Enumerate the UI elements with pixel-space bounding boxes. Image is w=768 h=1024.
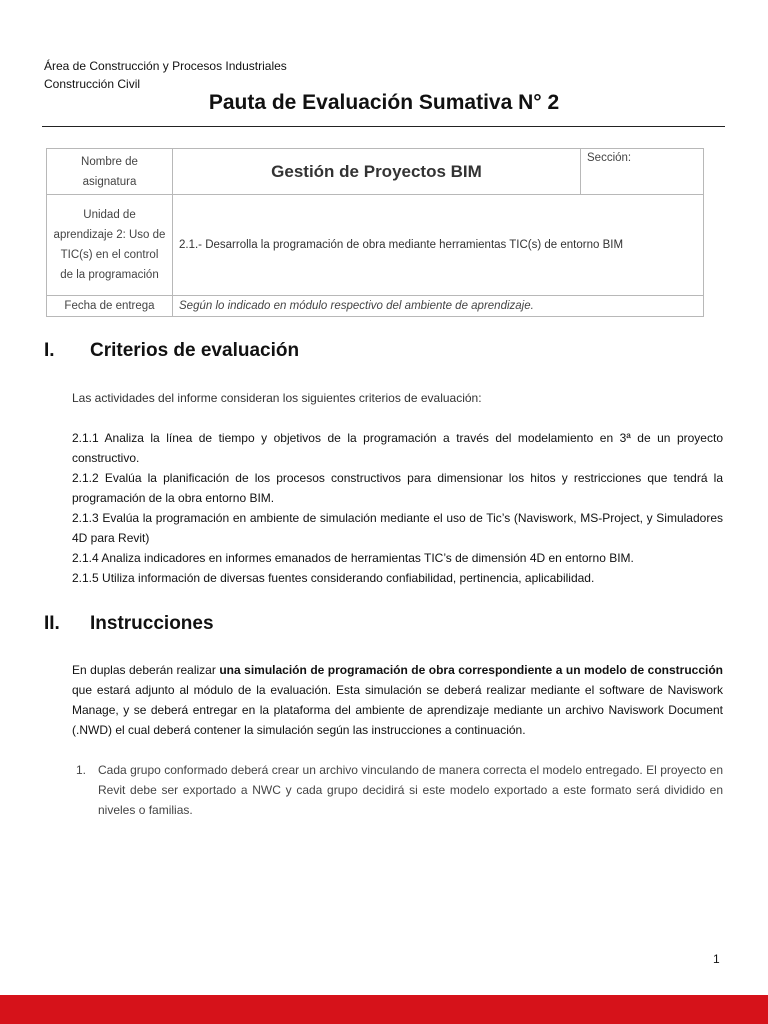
list-item-text: Cada grupo conformado deberá crear un archivo vinculando de manera correcta el modelo entregado. El proyecto en Revit debe ser exportado a NWC y cada grupo decidirá si este modelo exportado a este formato será dividido en niveles o familias. [98, 763, 723, 817]
program-name: Construcción Civil [44, 77, 141, 91]
unit-label: Unidad de aprendizaje 2: Uso de TIC(s) en el control de la programación [47, 195, 173, 296]
section-label: Sección: [581, 149, 704, 195]
title-divider [42, 126, 725, 127]
section-heading-instructions [44, 613, 214, 635]
criterion-item: 2.1.4 Analiza indicadores en informes emanados de herramientas TIC’s de dimensión 4D en entorno BIM. [72, 551, 634, 565]
document-title: Pauta de Evaluación Sumativa N° 2 [208, 91, 560, 114]
page-number: 1 [713, 952, 720, 966]
section-title: Criterios de evaluación [90, 340, 300, 361]
instructions-paragraph [72, 660, 723, 740]
section-heading-criteria [44, 340, 299, 362]
footer-band [0, 995, 768, 1024]
criterion-item: 2.1.1 Analiza la línea de tiempo y objetivos de la programación a través del modelamiento en 3ª de un proyecto constructivo. [72, 431, 723, 465]
department-name: Área de Construcción y Procesos Industriales [44, 59, 287, 73]
section-number: II. [44, 613, 60, 634]
instructions-text-bold: una simulación de programación de obra correspondiente a un modelo de construcción [219, 663, 724, 677]
criterion-item: 2.1.3 Evalúa la programación en ambiente de simulación mediante el uso de Tic’s (Naviswork, MS-Project, y Simuladores 4D para Revit) [72, 511, 723, 545]
subject-value: Gestión de Proyectos BIM [173, 149, 581, 195]
delivery-date-value: Según lo indicado en módulo respectivo del ambiente de aprendizaje. [173, 296, 704, 317]
course-info-table [46, 148, 704, 317]
subject-label: Nombre de asignatura [47, 149, 173, 195]
criteria-intro: Las actividades del informe consideran los siguientes criterios de evaluación: [72, 391, 482, 405]
criterion-item: 2.1.5 Utiliza información de diversas fuentes considerando confiabilidad, pertinencia, aplicabilidad. [72, 571, 595, 585]
criteria-list [72, 428, 723, 588]
instructions-text-end: que estará adjunto al módulo de la evaluación. Esta simulación se deberá realizar mediante el software de Naviswork Manage, y se deberá entregar en la plataforma del ambiente de aprendizaje mediante un archivo Naviswork Document (.NWD) el cual deberá contener la simulación según las instrucciones a continuación. [72, 683, 723, 737]
section-number: I. [44, 340, 55, 361]
section-title: Instrucciones [90, 613, 214, 634]
instruction-list-item [72, 760, 723, 820]
delivery-date-label: Fecha de entrega [47, 296, 173, 317]
unit-value: 2.1.- Desarrolla la programación de obra mediante herramientas TIC(s) de entorno BIM [173, 195, 704, 296]
document-header [44, 57, 287, 93]
instructions-text-start: En duplas deberán realizar [72, 663, 220, 677]
criterion-item: 2.1.2 Evalúa la planificación de los procesos constructivos para dimensionar los hitos y restricciones que tendrá la programación de la obra entorno BIM. [72, 471, 723, 505]
list-item-number: 1. [76, 763, 87, 777]
